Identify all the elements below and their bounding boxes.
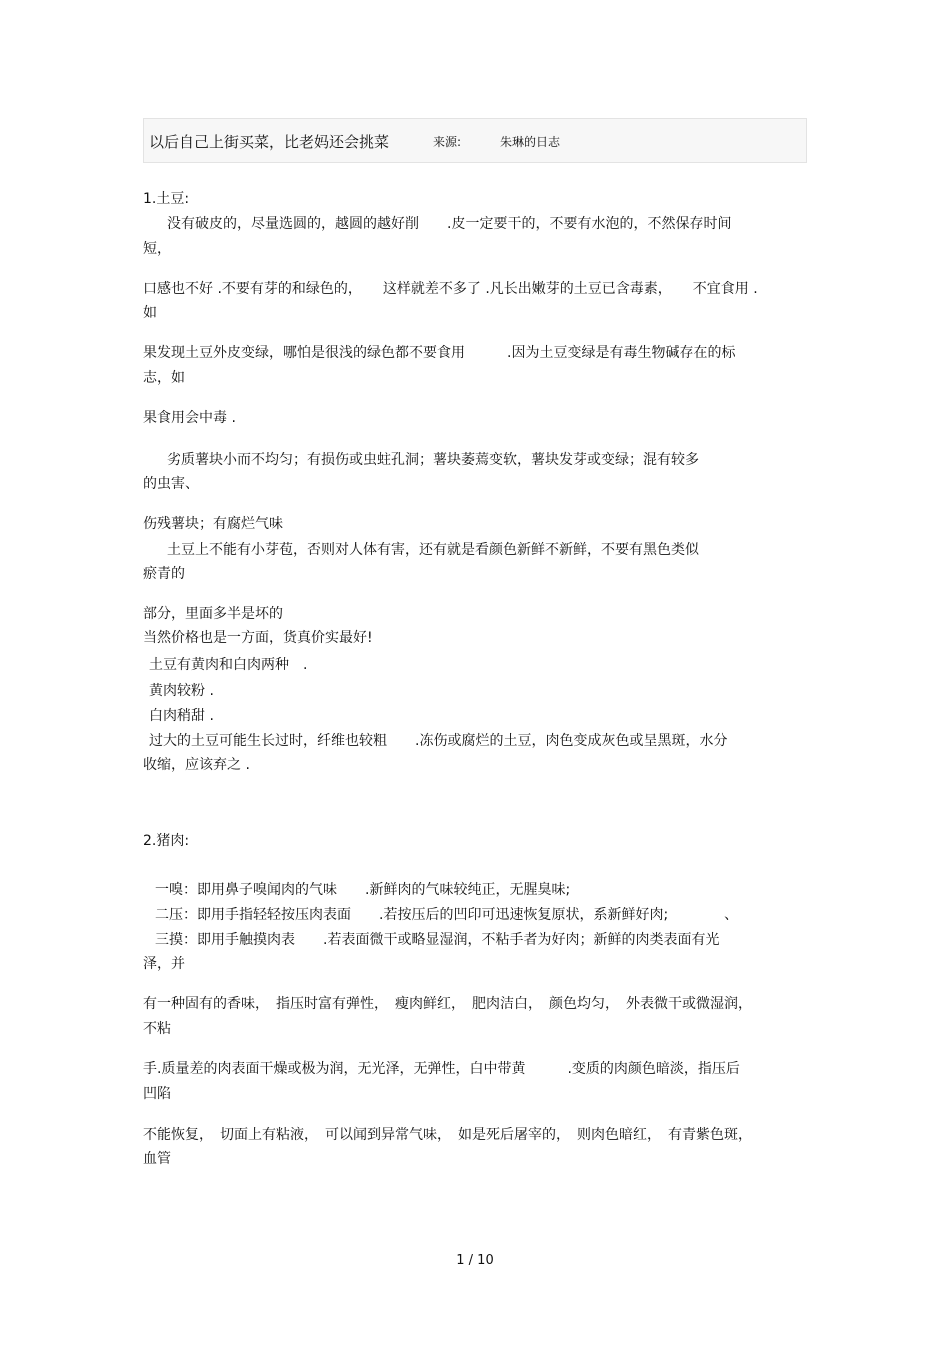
text-line: 伤残薯块；有腐烂气味 <box>143 516 283 532</box>
text-line: 果发现土豆外皮变绿，哪怕是很浅的绿色都不要食用 .因为土豆变绿是有毒生物碱存在的标 <box>143 345 736 361</box>
source-link[interactable]: 朱琳的日志 <box>500 135 561 149</box>
article-header <box>143 118 807 163</box>
text-line: 血管 <box>143 1151 171 1167</box>
text-line: 黄肉较粉 . <box>149 683 214 699</box>
text-line: 三摸：即用手触摸肉表 .若表面微干或略显湿润，不粘手者为好肉；新鲜的肉类表面有光 <box>155 932 720 948</box>
section-heading-pork: 2.猪肉: <box>143 833 190 849</box>
text-line: 瘀青的 <box>143 566 185 582</box>
text-line: 二压：即用手指轻轻按压肉表面 .若按压后的凹印可迅速恢复原状，系新鲜好肉; 、 <box>155 907 739 923</box>
text-line: 手.质量差的肉表面干燥或极为润，无光泽，无弹性，白中带黄 .变质的肉颜色暗淡，指压后 <box>143 1061 740 1077</box>
text-line: 一嗅：即用鼻子嗅闻肉的气味 .新鲜肉的气味较纯正，无腥臭味; <box>155 882 571 898</box>
text-line: 果食用会中毒 . <box>143 410 236 426</box>
text-line: 过大的土豆可能生长过时，纤维也较粗 .冻伤或腐烂的土豆，肉色变成灰色或呈黑斑，水分 <box>149 733 728 749</box>
source-label: 来源: <box>433 135 462 149</box>
text-line: 当然价格也是一方面，货真价实最好! <box>143 630 373 646</box>
section-heading-potato: 1.土豆: <box>143 191 190 207</box>
text-line: 不能恢复， 切面上有粘液， 可以闻到异常气味， 如是死后屠宰的， 则肉色暗红， 有青紫色斑， <box>143 1127 752 1143</box>
text-line: 口感也不好 .不要有芽的和绿色的， 这样就差不多了 .凡长出嫩芽的土豆已含毒素， 不宜食用 . <box>143 281 758 297</box>
text-line: 土豆有黄肉和白肉两种 . <box>149 657 308 673</box>
text-line: 泽，并 <box>143 956 185 972</box>
text-line: 劣质薯块小而不均匀；有损伤或虫蛀孔洞；薯块萎蔫变软，薯块发芽或变绿；混有较多 <box>167 452 699 468</box>
text-line: 没有破皮的，尽量选圆的，越圆的越好削 .皮一定要干的，不要有水泡的，不然保存时间 <box>167 216 732 232</box>
text-line: 志，如 <box>143 370 185 386</box>
article-title: 以后自己上街买菜，比老妈还会挑菜 <box>149 133 390 151</box>
text-line: 部分，里面多半是坏的 <box>143 606 283 622</box>
text-line: 不粘 <box>143 1021 171 1037</box>
text-line: 如 <box>143 305 157 321</box>
text-line: 白肉稍甜 . <box>149 708 214 724</box>
text-line: 有一种固有的香味， 指压时富有弹性， 瘦肉鲜红， 肥肉洁白， 颜色均匀， 外表微干或微湿润， <box>143 996 752 1012</box>
text-line: 土豆上不能有小芽苞，否则对人体有害，还有就是看颜色新鲜不新鲜，不要有黑色类似 <box>167 542 699 558</box>
text-line: 收缩，应该弃之 . <box>143 757 250 773</box>
page-number: 1 / 10 <box>456 1253 494 1268</box>
text-line: 短， <box>143 241 171 257</box>
text-line: 的虫害、 <box>143 476 199 492</box>
text-line: 凹陷 <box>143 1086 171 1102</box>
